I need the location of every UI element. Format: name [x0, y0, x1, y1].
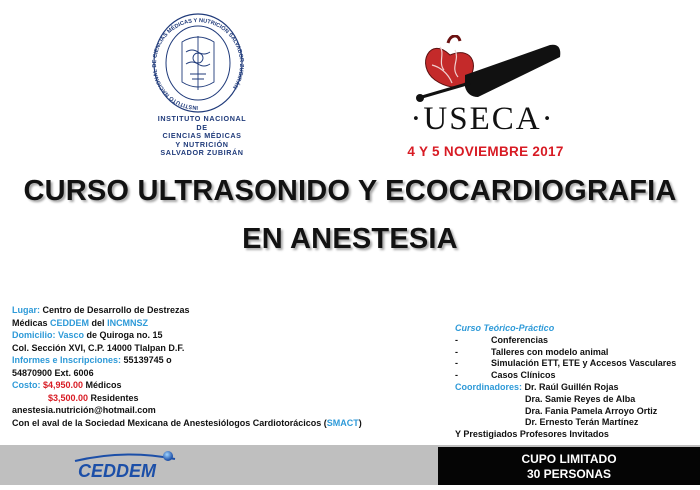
domicilio-line-2: Col. Sección XVI, C.P. 14000 Tlalpan D.F.: [12, 342, 185, 353]
costo-residentes-label: Residentes: [88, 392, 139, 403]
institution-name: [152, 115, 252, 158]
incmnsz-name: INCMNSZ: [107, 317, 149, 328]
venue-info-block: [12, 304, 190, 417]
costo-label: Costo:: [12, 380, 41, 390]
ceddem-logo: [70, 447, 180, 485]
guest-professors-line: Y Prestigiados Profesores Invitados: [455, 429, 609, 440]
ceddem-name: CEDDEM: [50, 317, 90, 328]
del-word: del: [89, 317, 108, 328]
cupo-line-2: 30 PERSONAS: [526, 467, 612, 481]
list-item: [455, 335, 695, 347]
limited-seats-box: [438, 447, 700, 485]
list-item: [455, 347, 695, 359]
list-item-text: Conferencias: [491, 334, 549, 345]
lugar-row: [12, 304, 190, 317]
informes-line-2: 54870900 Ext. 6006: [12, 367, 94, 378]
cupo-line-1: CUPO LIMITADO: [521, 452, 617, 466]
list-item-text: Talleres con modelo animal: [491, 346, 609, 357]
list-item: [455, 370, 695, 382]
course-type-title: Curso Teórico-Práctico: [455, 323, 555, 333]
endorsement-line: [12, 417, 362, 430]
coordinators-row: [455, 382, 695, 394]
costo-residentes-row: [12, 392, 190, 405]
list-item-text: Simulación ETT, ETE y Accesos Vasculares: [491, 358, 677, 369]
vasco-word: Vasco: [55, 330, 85, 340]
costo-medicos-amount: $4,950.00: [40, 380, 84, 390]
institution-line: Y NUTRICIÓN: [175, 139, 229, 149]
course-title-line-2: EN ANESTESIA: [242, 223, 458, 255]
lugar-label: Lugar:: [12, 305, 40, 315]
institution-line: SALVADOR ZUBIRÁN: [160, 148, 244, 158]
coordinator-name: Dr. Ernesto Terán Martínez: [525, 417, 639, 428]
medicas-prefix: Médicas: [12, 317, 51, 328]
informes-row: [12, 354, 190, 367]
smact-name: SMACT: [326, 418, 359, 428]
list-item: [455, 358, 695, 370]
list-dash: -: [455, 370, 458, 381]
institution-line: INSTITUTO NACIONAL DE: [157, 114, 247, 132]
institution-line: CIENCIAS MÉDICAS: [162, 131, 242, 141]
list-dash: -: [455, 358, 458, 369]
seal-ring-text: INSTITUTO NACIONAL DE CIENCIAS MÉDICAS Y NUTRICIÓN SALVADOR ZUBIRÁN: [152, 17, 244, 111]
aval-suffix: ): [358, 418, 362, 428]
lugar-value: Centro de Desarrollo de Destrezas: [40, 305, 190, 315]
ceddem-logo-text: CEDDEM: [78, 461, 157, 481]
useca-wordmark: ·USECA·: [410, 101, 555, 137]
list-dash: -: [455, 346, 458, 357]
domicilio-label: Domicilio:: [12, 330, 56, 340]
medicas-row: [12, 317, 190, 330]
coordinator-name: Dr. Raúl Guillén Rojas: [524, 381, 619, 392]
course-title-line-1: CURSO ULTRASONIDO Y ECOCARDIOGRAFIA: [23, 175, 677, 207]
domicilio-value: de Quiroga no. 15: [84, 330, 163, 340]
coordinator-name: Dra. Fania Pamela Arroyo Ortiz: [525, 405, 658, 416]
aval-prefix: Con el aval de la Sociedad Mexicana de Anestesiólogos Cardiotorácicos (: [12, 418, 327, 428]
informes-label: Informes e Inscripciones:: [12, 355, 122, 365]
list-item-text: Casos Clínicos: [491, 370, 556, 381]
costo-medicos-label: Médicos: [83, 380, 122, 390]
coordinators-label: Coordinadores:: [455, 381, 523, 392]
coordinator-name: Dra. Samie Reyes de Alba: [525, 393, 636, 404]
list-dash: -: [455, 334, 458, 345]
domicilio-row: [12, 329, 190, 342]
course-program-block: [455, 323, 695, 441]
event-date: 4 Y 5 NOVIEMBRE 2017: [407, 144, 564, 159]
contact-email: anestesia.nutrición@hotmail.com: [12, 405, 156, 415]
informes-value: 55139745 o: [121, 355, 172, 365]
costo-residentes-amount: $3,500.00: [48, 392, 89, 403]
useca-heart-probe-logo: [410, 35, 570, 105]
institution-seal-logo: [152, 12, 244, 114]
costo-row: [12, 379, 190, 392]
